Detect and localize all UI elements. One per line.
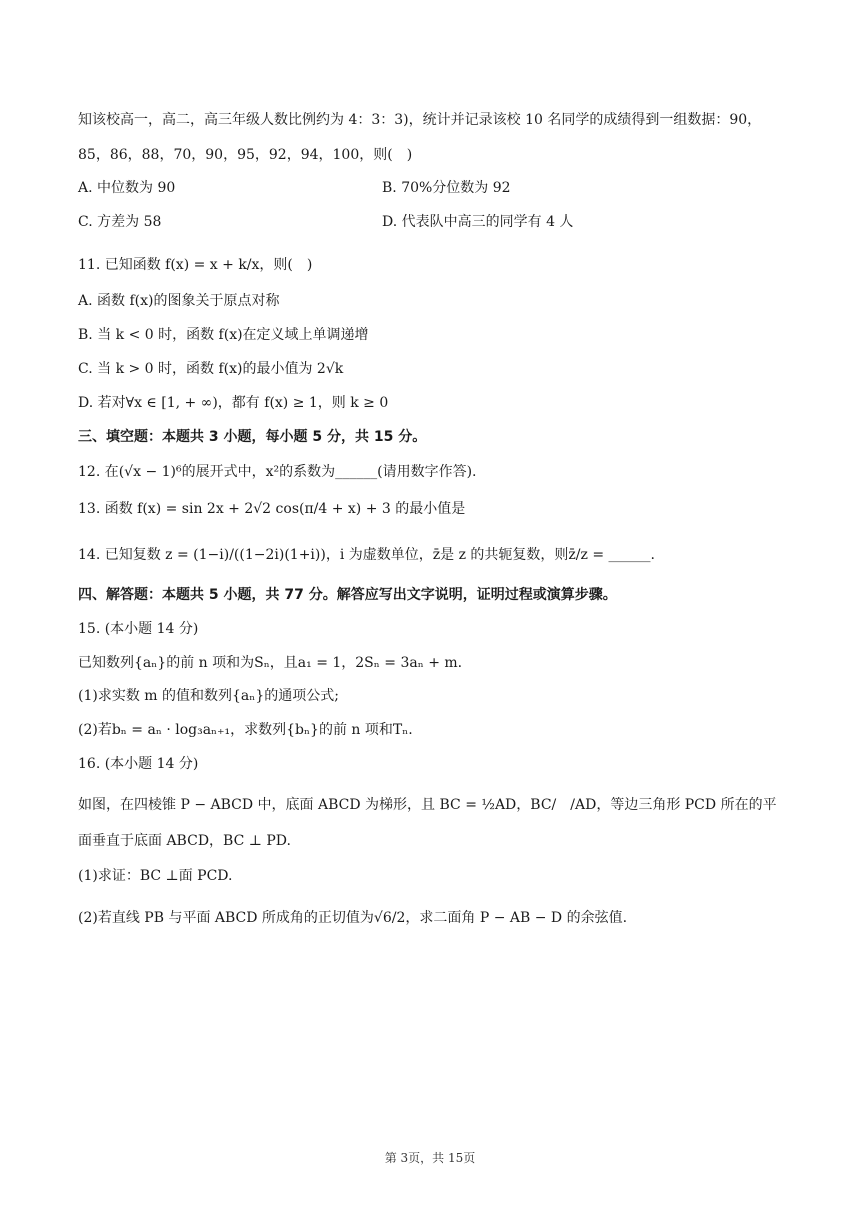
question-16-header: 16. (本小题 14 分): [78, 756, 199, 772]
question-15-stem: 已知数列{aₙ}的前 n 项和为Sₙ，且a₁ = 1，2Sₙ = 3aₙ + m.: [78, 655, 463, 671]
question-10-option-a: A. 中位数为 90: [78, 180, 176, 196]
question-11-option-b: B. 当 k < 0 时，函数 f(x)在定义域上单调递增: [78, 327, 369, 343]
question-16-part-1: (1)求证：BC ⊥面 PCD.: [78, 868, 233, 884]
question-11-option-d: D. 若对∀x ∈ [1, + ∞)，都有 f(x) ≥ 1，则 k ≥ 0: [78, 395, 389, 411]
question-16-stem-line-2: 面垂直于底面 ABCD，BC ⊥ PD.: [78, 833, 291, 849]
question-10-option-b: B. 70%分位数为 92: [382, 180, 511, 196]
question-10-option-d: D. 代表队中高三的同学有 4 人: [382, 214, 574, 230]
page-footer: 第 3页，共 15页: [384, 1151, 476, 1165]
question-14: 14. 已知复数 z = (1−i)/((1−2i)(1+i))，i 为虚数单位，z̄是 z 的共轭复数，则z̄/z = ______.: [78, 547, 655, 563]
question-11-option-c: C. 当 k > 0 时，函数 f(x)的最小值为 2√k: [78, 361, 344, 377]
question-11-option-a: A. 函数 f(x)的图象关于原点对称: [78, 293, 280, 309]
question-12: 12. 在(√x − 1)⁶的展开式中，x²的系数为______(请用数字作答).: [78, 464, 477, 480]
question-15-header: 15. (本小题 14 分): [78, 621, 199, 637]
question-15-part-1: (1)求实数 m 的值和数列{aₙ}的通项公式;: [78, 688, 339, 704]
question-10-stem-line-1: 知该校高一，高二，高三年级人数比例约为 4：3：3)，统计并记录该校 10 名同学的成绩得到一组数据：90，: [78, 112, 762, 128]
question-16-stem-line-1: 如图，在四棱锥 P − ABCD 中，底面 ABCD 为梯形，且 BC = ½AD，BC/ /AD，等边三角形 PCD 所在的平: [78, 797, 777, 813]
question-16-part-2: (2)若直线 PB 与平面 ABCD 所成角的正切值为√6/2，求二面角 P − AB − D 的余弦值.: [78, 910, 628, 926]
question-13: 13. 函数 f(x) = sin 2x + 2√2 cos(π/4 + x) + 3 的最小值是: [78, 501, 466, 517]
question-10-stem-line-2: 85，86，88，70，90，95，92，94，100，则( ): [78, 147, 413, 163]
question-15-part-2: (2)若bₙ = aₙ · log₃aₙ₊₁，求数列{bₙ}的前 n 项和Tₙ.: [78, 722, 413, 738]
question-10-option-c: C. 方差为 58: [78, 214, 162, 230]
section-3-heading: 三、填空题：本题共 3 小题，每小题 5 分，共 15 分。: [78, 429, 427, 445]
question-11-stem: 11. 已知函数 f(x) = x + k/x，则( ): [78, 257, 313, 273]
section-4-heading: 四、解答题：本题共 5 小题，共 77 分。解答应写出文字说明，证明过程或演算步骤。: [78, 587, 617, 603]
